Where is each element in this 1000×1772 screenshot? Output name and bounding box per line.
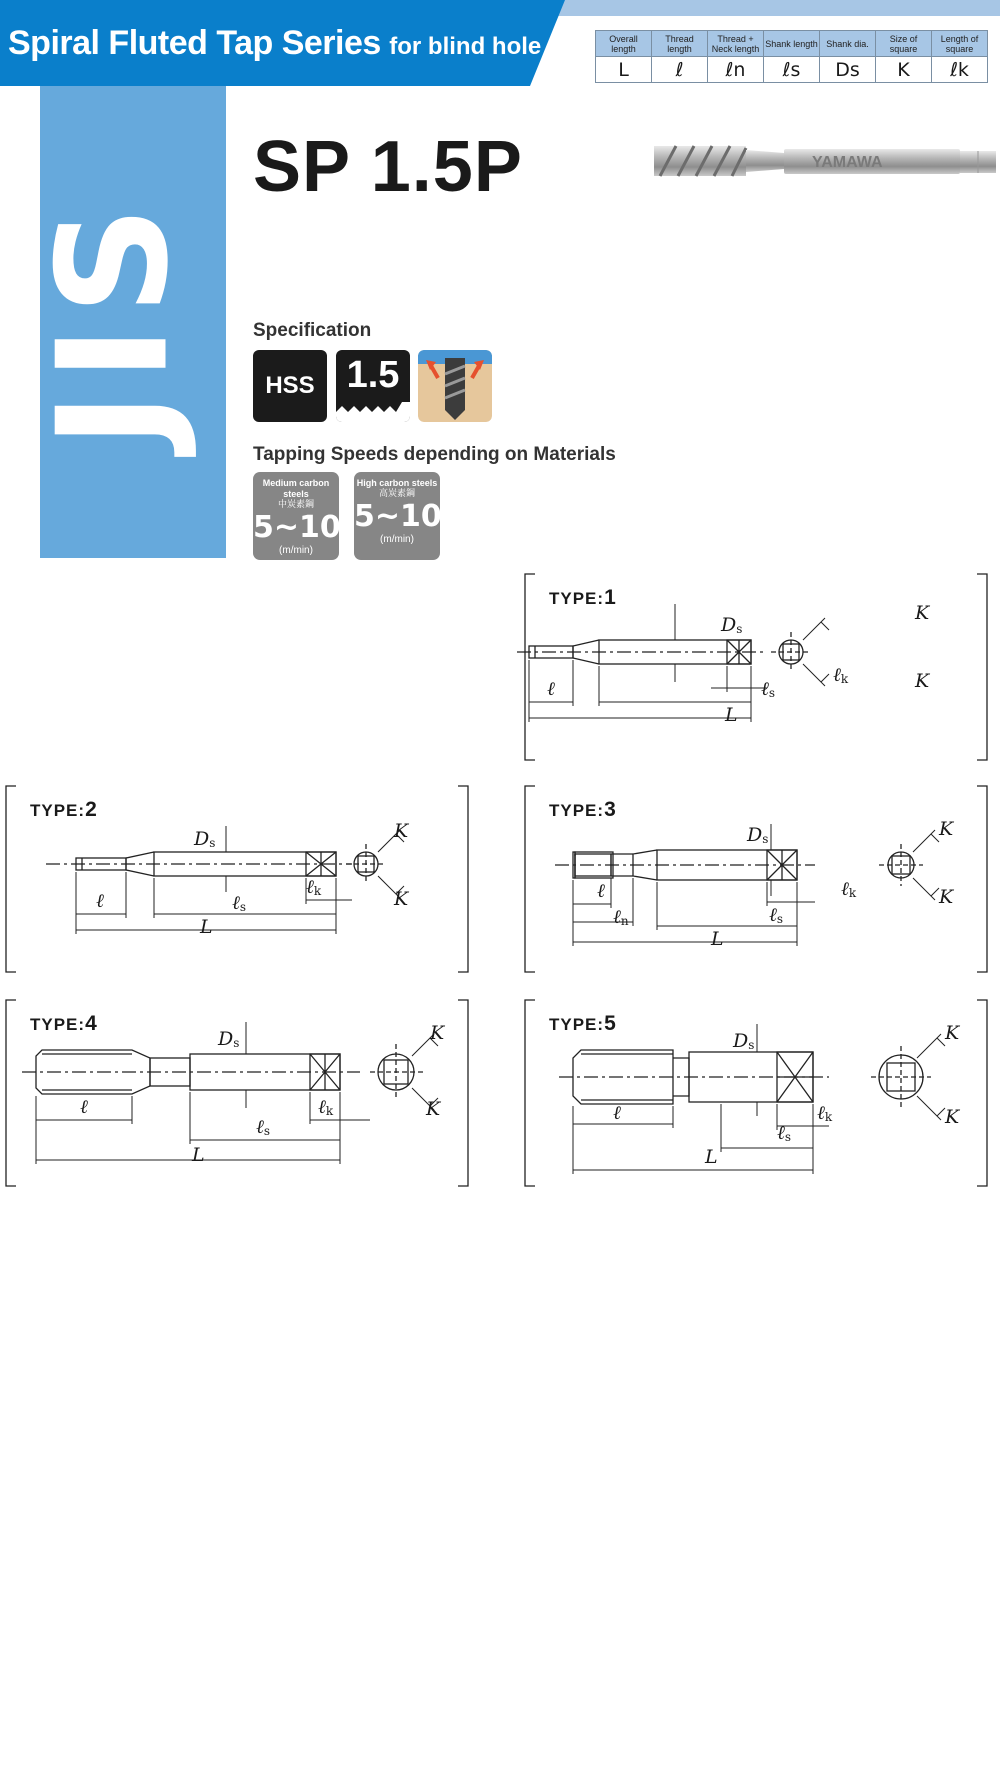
series-title: Spiral Fluted Tap Series — [8, 24, 381, 62]
dim-K-label: K — [394, 820, 409, 842]
legend-header-cell: Shank length — [764, 31, 820, 57]
dim-ls-label: ℓ$_s$ — [777, 1122, 792, 1144]
dim-ls-label: ℓ$_s$ — [761, 678, 776, 700]
speed-material: High carbon steels — [356, 478, 438, 488]
dim-lk-label: ℓ$_k$ — [841, 878, 857, 900]
type-3-drawing — [525, 786, 987, 972]
dim-K-label: K — [939, 818, 954, 840]
dim-lk-label: ℓ$_k$ — [306, 876, 322, 898]
legend-symbol-cell: L — [596, 57, 652, 83]
dim-Ds-label: $D_s$ — [721, 614, 743, 636]
type-4-drawing — [6, 1000, 468, 1186]
dim-l-label: ℓ — [80, 1096, 88, 1118]
legend-symbol-cell: ℓn — [708, 57, 764, 83]
speed-material-jp: 高炭素鋼 — [378, 489, 415, 499]
legend-symbol-cell: Ds — [820, 57, 876, 83]
dim-Ds-label: $D_s$ — [194, 828, 216, 850]
dim-K-label: K — [945, 1106, 960, 1128]
dim-Ds-label: $D_s$ — [733, 1030, 755, 1052]
type-5-label: TYPE:5 — [549, 1012, 617, 1035]
dim-lk-label: ℓ$_k$ — [318, 1096, 334, 1118]
legend-header-cell: Thread + Neck length — [708, 31, 764, 57]
legend-header-row — [596, 31, 988, 57]
legend-header-cell: Size of square — [876, 31, 932, 57]
model-title: SP 1.5P — [253, 127, 523, 207]
legend-header-cell: Shank dia. — [820, 31, 876, 57]
dim-ln-label: ℓ$_n$ — [613, 906, 629, 928]
speed-unit: (m/min) — [279, 545, 313, 556]
blind-hole-icon — [418, 350, 492, 422]
dim-L-label: L — [725, 704, 738, 726]
banner-title — [8, 24, 541, 63]
dim-ls-label: ℓ$_s$ — [232, 892, 247, 914]
speed-unit: (m/min) — [380, 534, 414, 545]
dim-K-label: K — [945, 1022, 960, 1044]
speed-badge-medium-carbon — [253, 472, 339, 560]
legend-header-cell: Thread length — [652, 31, 708, 57]
legend-symbol-cell: K — [876, 57, 932, 83]
dim-ls-label: ℓ$_s$ — [769, 904, 784, 926]
dim-K-label: K — [394, 888, 409, 910]
dim-lk-label: ℓ$_k$ — [833, 664, 849, 686]
type-3-label: TYPE:3 — [549, 798, 617, 821]
type-2-drawing — [6, 786, 468, 972]
dim-K-label: K — [430, 1022, 445, 1044]
type-5-drawing — [525, 1000, 987, 1186]
pitch-value: 1.5 — [346, 354, 400, 396]
dim-Ds-label: $D_s$ — [218, 1028, 240, 1050]
series-subtitle: for blind hole — [389, 33, 542, 60]
dim-K-label: K — [915, 670, 930, 692]
speed-value: 5~10 — [354, 499, 442, 534]
dim-K-label: K — [426, 1098, 441, 1120]
legend-symbol-row — [596, 57, 988, 83]
dim-l-label: ℓ — [613, 1102, 621, 1124]
type-2-label: TYPE:2 — [30, 798, 98, 821]
legend-symbol-cell: ℓs — [764, 57, 820, 83]
dim-l-label: ℓ — [547, 678, 555, 700]
dim-L-label: L — [711, 928, 724, 950]
legend-header-cell: Length of square — [932, 31, 988, 57]
dim-ls-label: ℓ$_s$ — [256, 1116, 271, 1138]
tapping-speeds-label: Tapping Speeds depending on Materials — [253, 444, 616, 465]
legend-symbol-cell: ℓ — [652, 57, 708, 83]
dim-l-label: ℓ — [597, 880, 605, 902]
dim-L-label: L — [192, 1144, 205, 1166]
pitch-icon — [336, 350, 410, 422]
dim-K-label: K — [915, 602, 930, 624]
standard-label: JIS — [24, 195, 202, 449]
type-4-label: TYPE:4 — [30, 1012, 98, 1035]
hss-icon: HSS — [253, 350, 327, 422]
brand-engraving: YAMAWA — [812, 154, 883, 171]
dimension-legend-table — [595, 30, 988, 83]
type-1-label: TYPE:1 — [549, 586, 617, 609]
thread-profile-icon — [336, 392, 410, 422]
speed-material-jp: 中炭素鋼 — [277, 500, 314, 510]
legend-symbol-cell: ℓk — [932, 57, 988, 83]
legend-header-cell: Overall length — [596, 31, 652, 57]
type-1-drawing — [525, 574, 987, 760]
dim-L-label: L — [200, 916, 213, 938]
dim-L-label: L — [705, 1146, 718, 1168]
speed-material: Medium carbon steels — [262, 478, 330, 499]
dim-K-label: K — [939, 886, 954, 908]
dim-lk-label: ℓ$_k$ — [817, 1102, 833, 1124]
dim-Ds-label: $D_s$ — [747, 824, 769, 846]
specification-label: Specification — [253, 320, 372, 341]
speed-badge-high-carbon — [354, 472, 440, 560]
speed-value: 5~10 — [253, 510, 341, 545]
dim-l-label: ℓ — [96, 890, 104, 912]
tap-product-image — [652, 140, 1000, 184]
